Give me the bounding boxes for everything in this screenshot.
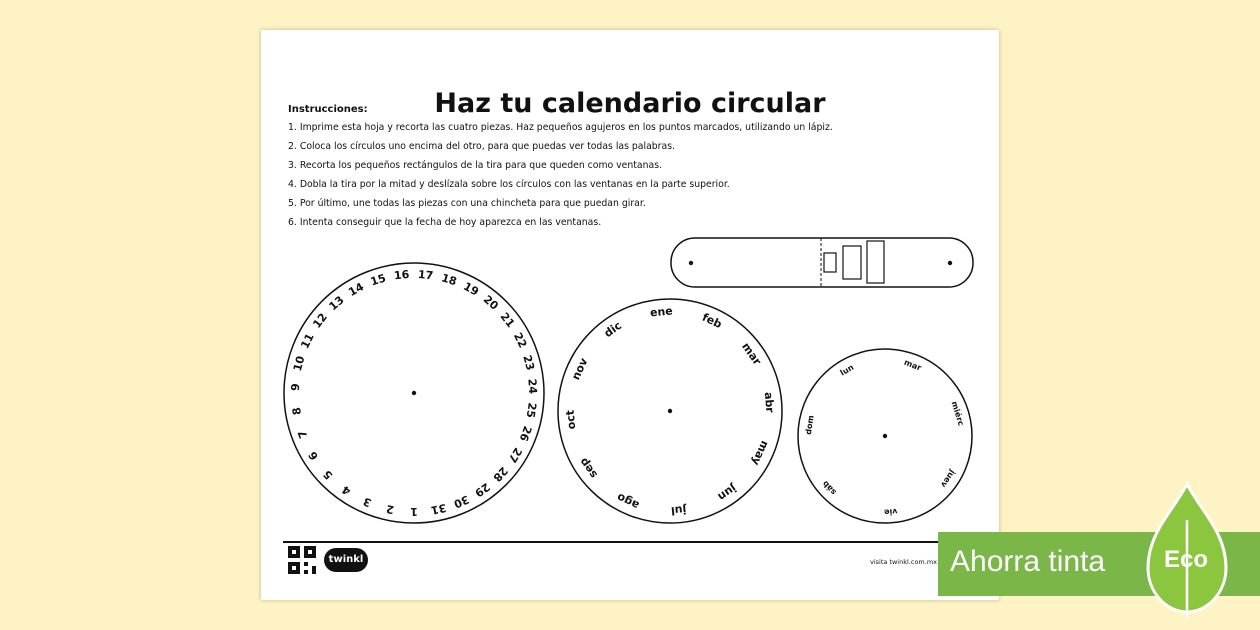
month-label: dic [601, 318, 625, 341]
instruction-item: 1. Imprime esta hoja y recorta las cuatro piezas. Haz pequeños agujeros en los puntos marcados, utilizando un lápiz. [288, 122, 833, 133]
day-number: 4 [339, 482, 354, 498]
day-number: 24 [525, 378, 540, 395]
page-title: Haz tu calendario circular [434, 88, 826, 119]
footer-divider [283, 541, 977, 543]
day-number: 16 [393, 267, 410, 283]
instruction-item: 3. Recorta los pequeños rectángulos de la tira para que queden como ventanas. [288, 160, 663, 171]
eco-banner-text: Ahorra tinta [950, 545, 1106, 578]
month-label: sep [576, 455, 601, 481]
day-number: 3 [361, 494, 374, 510]
instruction-item: 4. Dobla la tira por la mitad y deslízala sobre los círculos con las ventanas en la parte superior. [288, 179, 730, 190]
weekday-label: miérc [949, 400, 966, 427]
month-label: ene [649, 304, 674, 320]
day-number: 19 [461, 279, 481, 299]
day-number: 27 [505, 445, 525, 465]
days-wheel [284, 263, 544, 523]
month-label: ago [614, 490, 642, 512]
month-label: feb [700, 310, 724, 331]
weekdays-wheel [798, 349, 972, 523]
footer-visit-text: visita twinkl.com.mx [870, 558, 937, 566]
qr-code-icon [288, 546, 316, 574]
day-number: 14 [346, 280, 367, 299]
month-label: jun [715, 481, 739, 504]
month-label: jul [670, 502, 687, 518]
weekday-label: juev [938, 468, 957, 490]
day-number: 20 [480, 292, 501, 313]
months-wheel [558, 299, 782, 523]
day-number: 13 [326, 293, 347, 314]
day-number: 2 [385, 501, 396, 517]
instruction-item: 6. Intenta conseguir que la fecha de hoy aparezca en las ventanas. [288, 217, 602, 228]
day-number: 9 [288, 383, 303, 392]
day-number: 7 [295, 428, 311, 441]
calendar-cutouts [261, 30, 999, 600]
day-number: 11 [298, 331, 317, 351]
day-window [843, 246, 861, 279]
month-label: may [748, 438, 772, 468]
day-number: 26 [516, 424, 535, 443]
month-label: abr [761, 391, 777, 414]
day-number: 18 [439, 271, 459, 289]
weekday-window [824, 253, 836, 272]
day-number: 15 [368, 271, 388, 289]
month-label: nov [569, 356, 591, 382]
weekday-label: lun [838, 362, 856, 378]
day-number: 17 [417, 267, 434, 283]
window-strip [671, 238, 973, 287]
worksheet-page [261, 30, 999, 600]
month-label: oct [563, 409, 579, 430]
instruction-item: 5. Por último, une todas las piezas con una chincheta para que puedan girar. [288, 198, 646, 209]
day-number: 1 [410, 505, 418, 518]
day-number: 10 [291, 354, 308, 373]
day-number: 12 [310, 310, 330, 331]
instruction-item: 2. Coloca los círculos uno encima del otro, para que puedas ver todas las palabras. [288, 141, 676, 152]
day-number: 22 [510, 330, 530, 351]
day-number: 21 [497, 310, 518, 331]
day-number: 8 [289, 406, 304, 416]
day-number: 25 [523, 401, 539, 419]
day-number: 29 [472, 480, 493, 500]
day-number: 31 [429, 500, 448, 517]
weekday-label: dom [803, 414, 816, 436]
day-number: 23 [520, 353, 537, 372]
day-number: 5 [320, 467, 336, 482]
weekday-label: vie [883, 506, 898, 517]
month-label: mar [739, 340, 764, 368]
day-number: 28 [490, 464, 511, 485]
twinkl-logo: twinkl [324, 548, 368, 572]
weekday-label: mar [902, 357, 923, 373]
day-number: 6 [305, 449, 322, 463]
eco-badge: Eco [1163, 546, 1208, 573]
instructions-heading: Instrucciones: [288, 104, 368, 115]
month-window [867, 241, 884, 283]
day-number: 30 [451, 492, 472, 511]
weekday-label: sáb [820, 478, 839, 497]
